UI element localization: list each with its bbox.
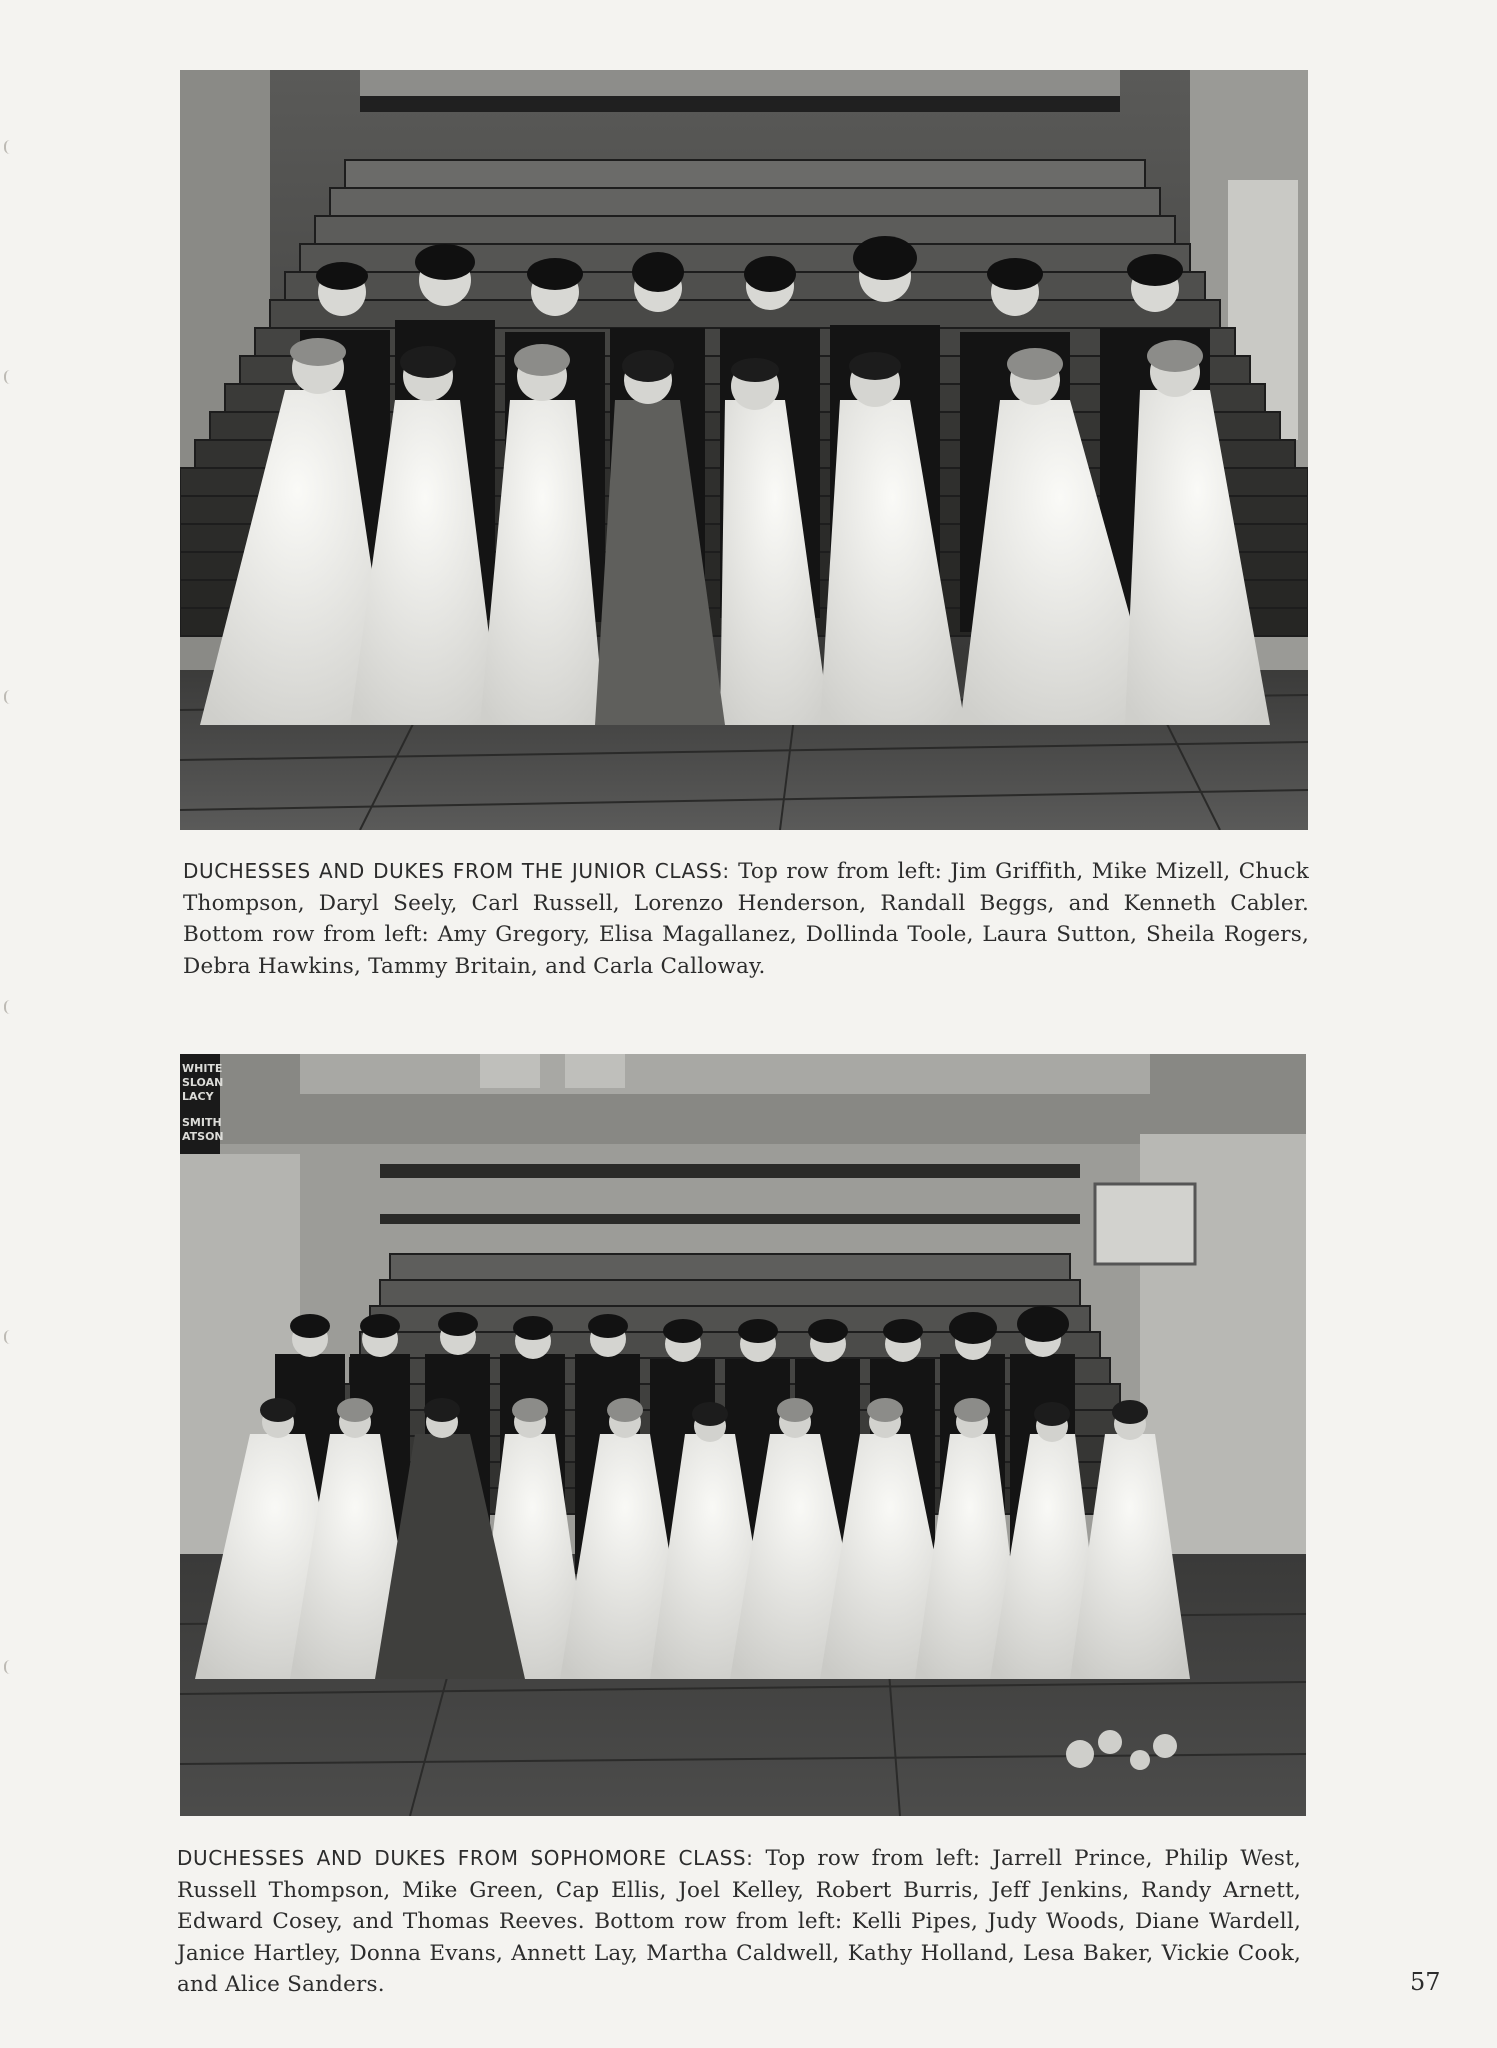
photo-sophomore-class	[180, 1054, 1306, 1816]
binding-hole	[4, 140, 14, 154]
caption-sophomore-class	[177, 1843, 1301, 2001]
name-board-text: SMITH	[182, 1116, 222, 1129]
name-board-text: ATSON	[182, 1130, 224, 1143]
name-board-text: SLOAN	[182, 1076, 224, 1089]
binding-hole	[4, 1330, 14, 1344]
page-number: 57	[1410, 1968, 1441, 1996]
caption-body: Top row from left: Jarrell Prince, Philip West, Russell Thompson, Mike Green, Cap Ellis, Joel Kelley, Robert Burris, Jeff Jenkins, Randy Arnett, Edward Cosey, and Thomas Reeves. Bottom row from left: Kelli Pipes, Judy Woods, Diane Wardell, Janice Hartley, Donna Evans, Annett Lay, Martha Caldwell, Kathy Holland, Lesa Baker, Vickie Cook, and Alice Sanders.	[177, 1846, 1301, 1997]
binding-edge	[0, 0, 22, 2048]
caption-heading: DUCHESSES AND DUKES FROM SOPHOMORE CLASS:	[177, 1846, 754, 1870]
binding-hole	[4, 690, 14, 704]
name-board-text: WHITE	[182, 1062, 223, 1075]
photo-junior-class-image	[180, 70, 1308, 830]
photo-sophomore-class-image	[180, 1054, 1306, 1816]
caption-junior-class	[183, 856, 1309, 982]
caption-heading: DUCHESSES AND DUKES FROM THE JUNIOR CLASS:	[183, 859, 730, 883]
binding-hole	[4, 1660, 14, 1674]
photo-junior-class	[180, 70, 1308, 830]
caption-body: Top row from left: Jim Griffith, Mike Mizell, Chuck Thompson, Daryl Seely, Carl Russell, Lorenzo Henderson, Randall Beggs, and Kenneth Cabler. Bottom row from left: Amy Gregory, Elisa Magallanez, Dollinda Toole, Laura Sutton, Sheila Rogers, Debra Hawkins, Tammy Britain, and Carla Calloway.	[183, 859, 1309, 979]
binding-hole	[4, 370, 14, 384]
name-board-text: LACY	[182, 1090, 214, 1103]
binding-hole	[4, 1000, 14, 1014]
